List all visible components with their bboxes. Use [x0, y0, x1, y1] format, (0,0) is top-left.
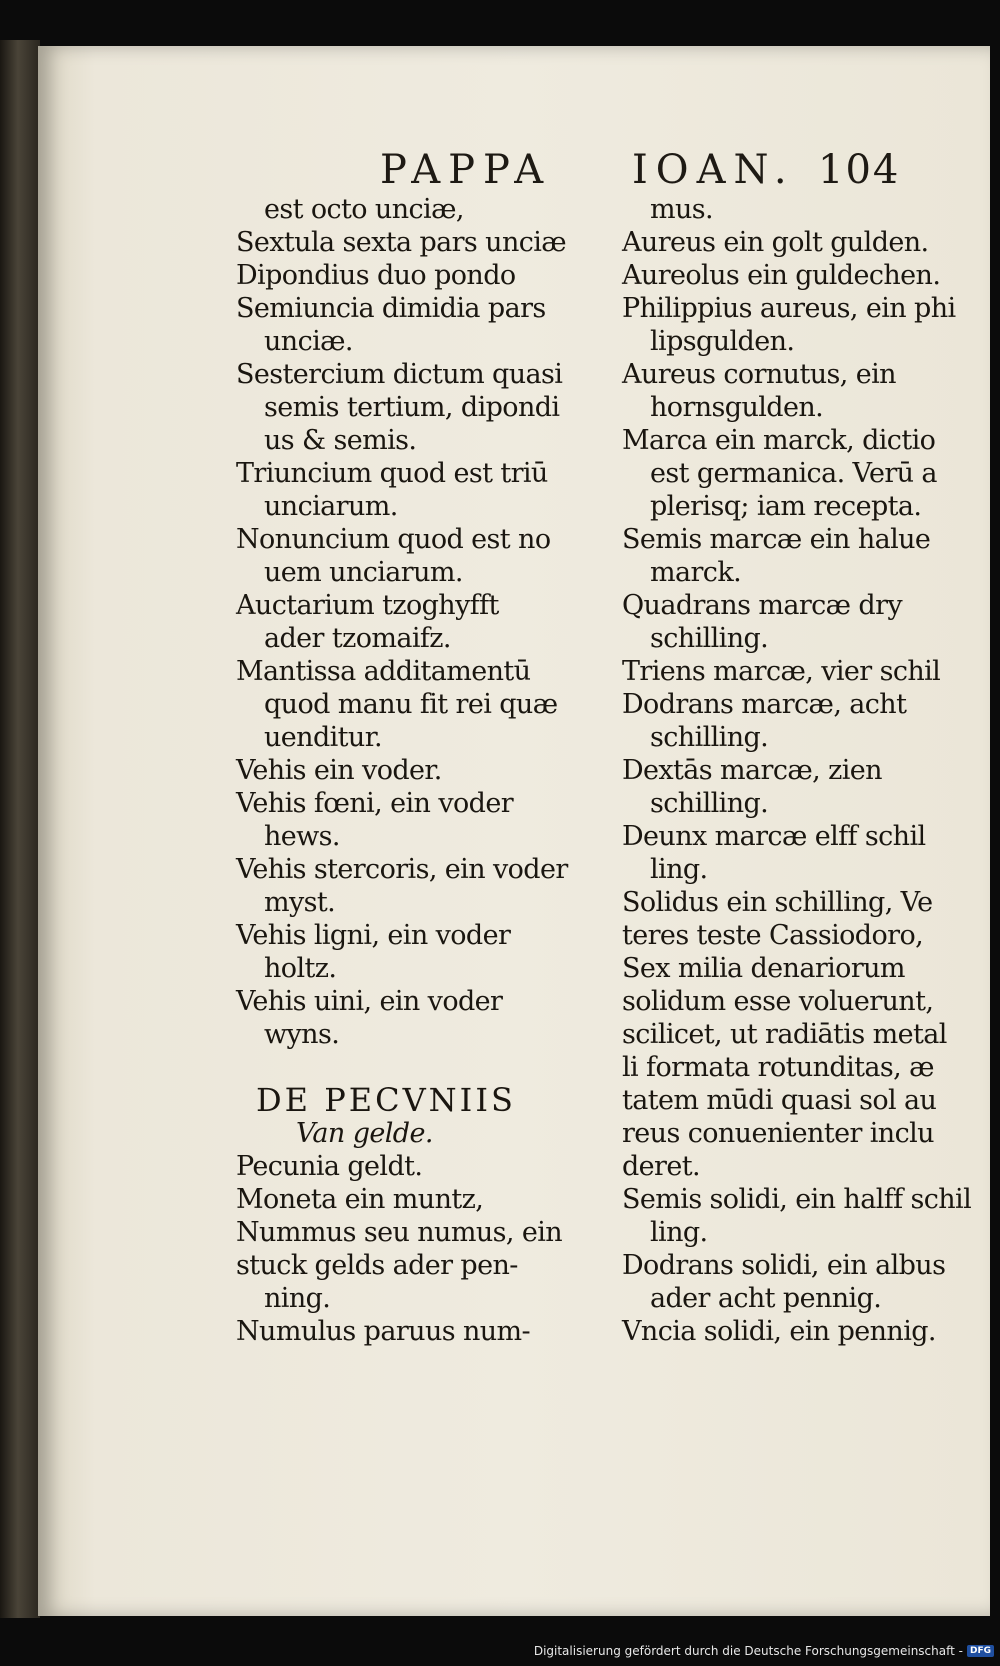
text-line: solidum esse voluerunt, [622, 986, 934, 1017]
text-line: us & semis. [264, 425, 417, 456]
text-line: Numulus paruus num- [236, 1316, 531, 1347]
text-line: Auctarium tzoghyfft [236, 590, 499, 621]
text-line: ader tzomaifz. [264, 623, 451, 654]
text-line: Semis marcæ ein halue [622, 524, 931, 555]
text-line: Vehis fœni, ein voder [236, 788, 514, 819]
text-line: ning. [264, 1283, 331, 1314]
text-line: Triens marcæ, vier schil [622, 656, 941, 687]
text-line: Deunx marcæ elff schil [622, 821, 926, 852]
text-line: uem unciarum. [264, 557, 463, 588]
text-line: holtz. [264, 953, 337, 984]
text-line: Vncia solidi, ein pennig. [622, 1316, 936, 1347]
text-line: Sex milia denariorum [622, 953, 905, 984]
text-line: mus. [650, 194, 714, 225]
text-line: ling. [650, 1217, 708, 1248]
text-line: schilling. [650, 788, 769, 819]
text-line: Aureus ein golt gulden. [622, 227, 929, 258]
running-title-left: PAPPA [380, 147, 552, 193]
text-line: est germanica. Verū a [650, 458, 937, 489]
running-header [0, 147, 1000, 197]
text-line: Semiuncia dimidia pars [236, 293, 546, 324]
text-line: est octo unciæ, [264, 194, 464, 225]
text-line: li formata rotunditas, æ [622, 1052, 934, 1083]
text-line: Nummus seu numus, ein [236, 1217, 563, 1248]
text-line: uenditur. [264, 722, 383, 753]
text-line: reus conuenienter inclu [622, 1118, 934, 1149]
text-line: teres teste Cassiodoro, [622, 920, 924, 951]
text-line: Dextās marcæ, zien [622, 755, 882, 786]
text-line: Philippius aureus, ein phi [622, 293, 956, 324]
text-line: Vehis stercoris, ein voder [236, 854, 568, 885]
page-number: 104 [818, 147, 901, 193]
text-line: Vehis uini, ein voder [236, 986, 503, 1017]
text-line: ling. [650, 854, 708, 885]
left-text-column [236, 193, 601, 1348]
text-line: quod manu fit rei quæ [264, 689, 558, 720]
text-line [236, 1051, 601, 1084]
text-line: Dodrans solidi, ein albus [622, 1250, 946, 1281]
text-line: Vehis ein voder. [236, 755, 442, 786]
text-line: Pecunia geldt. [236, 1151, 423, 1182]
text-line: deret. [622, 1151, 700, 1182]
dfg-logo: DFG [967, 1645, 994, 1657]
text-line: unciarum. [264, 491, 398, 522]
text-line: Solidus ein schilling, Ve [622, 887, 933, 918]
text-line: schilling. [650, 623, 769, 654]
text-line: lipsgulden. [650, 326, 795, 357]
text-line: Nonuncium quod est no [236, 524, 551, 555]
text-line: Vehis ligni, ein voder [236, 920, 511, 951]
text-line: unciæ. [264, 326, 353, 357]
text-line: Moneta ein muntz, [236, 1184, 484, 1215]
text-line: wyns. [264, 1019, 340, 1050]
right-text-column [622, 193, 987, 1348]
section-heading: DE PECVNIIS [256, 1081, 516, 1119]
text-line: Quadrans marcæ dry [622, 590, 903, 621]
text-line: Dipondius duo pondo [236, 260, 516, 291]
text-line: marck. [650, 557, 742, 588]
text-line: Aureus cornutus, ein [622, 359, 896, 390]
digitization-footer [534, 1640, 994, 1662]
section-subheading: Van gelde. [296, 1118, 433, 1149]
text-line: schilling. [650, 722, 769, 753]
text-line: Dodrans marcæ, acht [622, 689, 907, 720]
text-line: ader acht pennig. [650, 1283, 882, 1314]
text-line: myst. [264, 887, 336, 918]
text-line: stuck gelds ader pen- [236, 1250, 518, 1281]
footer-credit: Digitalisierung gefördert durch die Deutsche Forschungsgemeinschaft - [533, 1644, 963, 1658]
text-line: Sestercium dictum quasi [236, 359, 563, 390]
text-line: Semis solidi, ein halff schil [622, 1184, 972, 1215]
text-line: Triuncium quod est triū [236, 458, 548, 489]
text-line: semis tertium, dipondi [264, 392, 560, 423]
text-line: Marca ein marck, dictio [622, 425, 936, 456]
text-line: hornsgulden. [650, 392, 824, 423]
book-edge [0, 40, 40, 1618]
text-line: plerisq; iam recepta. [650, 491, 922, 522]
text-line: Sextula sexta pars unciæ [236, 227, 567, 258]
text-line: Aureolus ein guldechen. [622, 260, 941, 291]
text-line: Mantissa additamentū [236, 656, 531, 687]
text-line: tatem mūdi quasi sol au [622, 1085, 937, 1116]
text-line: scilicet, ut radiātis metal [622, 1019, 947, 1050]
running-title-right: IOAN. [632, 147, 795, 193]
text-line: hews. [264, 821, 340, 852]
